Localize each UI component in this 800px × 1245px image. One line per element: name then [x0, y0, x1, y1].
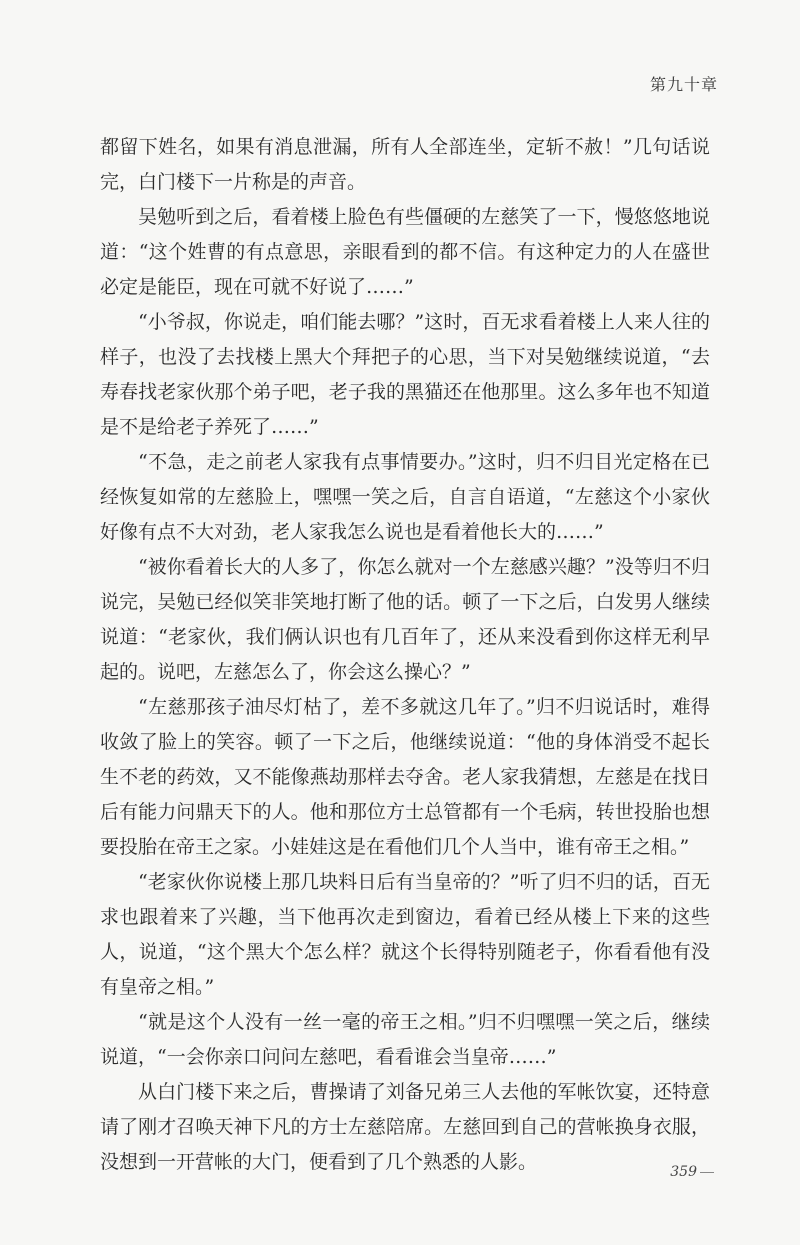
- page-number-container: [670, 1164, 714, 1180]
- page-number: 359: [670, 1164, 697, 1180]
- paragraph: “被你看着长大的人多了，你怎么就对一个左慈感兴趣？”没等归不归说完，吴勉已经似笑非笑地打断了他的话。顿了一下之后，白发男人继续说道：“老家伙，我们俩认识也有几百年了，还从来没看到你这样无利早起的。说吧，左慈怎么了，你会这么操心？”: [100, 556, 710, 683]
- paragraph: “左慈那孩子油尽灯枯了，差不多就这几年了。”归不归说话时，难得收敛了脸上的笑容。顿了一下之后，他继续说道：“他的身体消受不起长生不老的药效，又不能像燕劫那样去夺舍。老人家我猜想，左慈是在找日后有能力问鼎天下的人。他和那位方士总管都有一个毛病，转世投胎也想要投胎在帝王之家。小娃娃这是在看他们几个人当中，谁有帝王之相。”: [100, 696, 710, 858]
- chapter-header: 第九十章: [649, 75, 718, 94]
- page-number-dash: [700, 1172, 714, 1173]
- paragraph: “就是这个人没有一丝一毫的帝王之相。”归不归嘿嘿一笑之后，继续说道，“一会你亲口问问左慈吧，看看谁会当皇帝……”: [100, 1011, 710, 1068]
- paragraph: 吴勉听到之后，看着楼上脸色有些僵硬的左慈笑了一下，慢悠悠地说道：“这个姓曹的有点意思，亲眼看到的都不信。有这种定力的人在盛世必定是能臣，现在可就不好说了……”: [100, 206, 710, 298]
- paragraph: “不急，走之前老人家我有点事情要办。”这时，归不归目光定格在已经恢复如常的左慈脸上，嘿嘿一笑之后，自言自语道，“左慈这个小家伙好像有点不大对劲，老人家我怎么说也是看着他长大的……”: [100, 451, 710, 543]
- paragraph: “老家伙你说楼上那几块料日后有当皇帝的？”听了归不归的话，百无求也跟着来了兴趣，当下他再次走到窗边，看着已经从楼上下来的这些人，说道，“这个黑大个怎么样？就这个长得特别随老子，你看看他有没有皇帝之相。”: [100, 871, 710, 998]
- paragraph: 都留下姓名，如果有消息泄漏，所有人全部连坐，定斩不赦！”几句话说完，白门楼下一片称是的声音。: [100, 136, 710, 193]
- paragraph: 从白门楼下来之后，曹操请了刘备兄弟三人去他的军帐饮宴，还特意请了刚才召唤天神下凡的方士左慈陪席。左慈回到自己的营帐换身衣服，没想到一开营帐的大门，便看到了几个熟悉的人影。: [100, 1081, 710, 1173]
- body-text: [100, 130, 710, 1180]
- paragraph: “小爷叔，你说走，咱们能去哪？”这时，百无求看着楼上人来人往的样子，也没了去找楼上黑大个拜把子的心思，当下对吴勉继续说道，“去寿春找老家伙那个弟子吧，老子我的黑猫还在他那里。这么多年也不知道是不是给老子养死了……”: [100, 311, 710, 438]
